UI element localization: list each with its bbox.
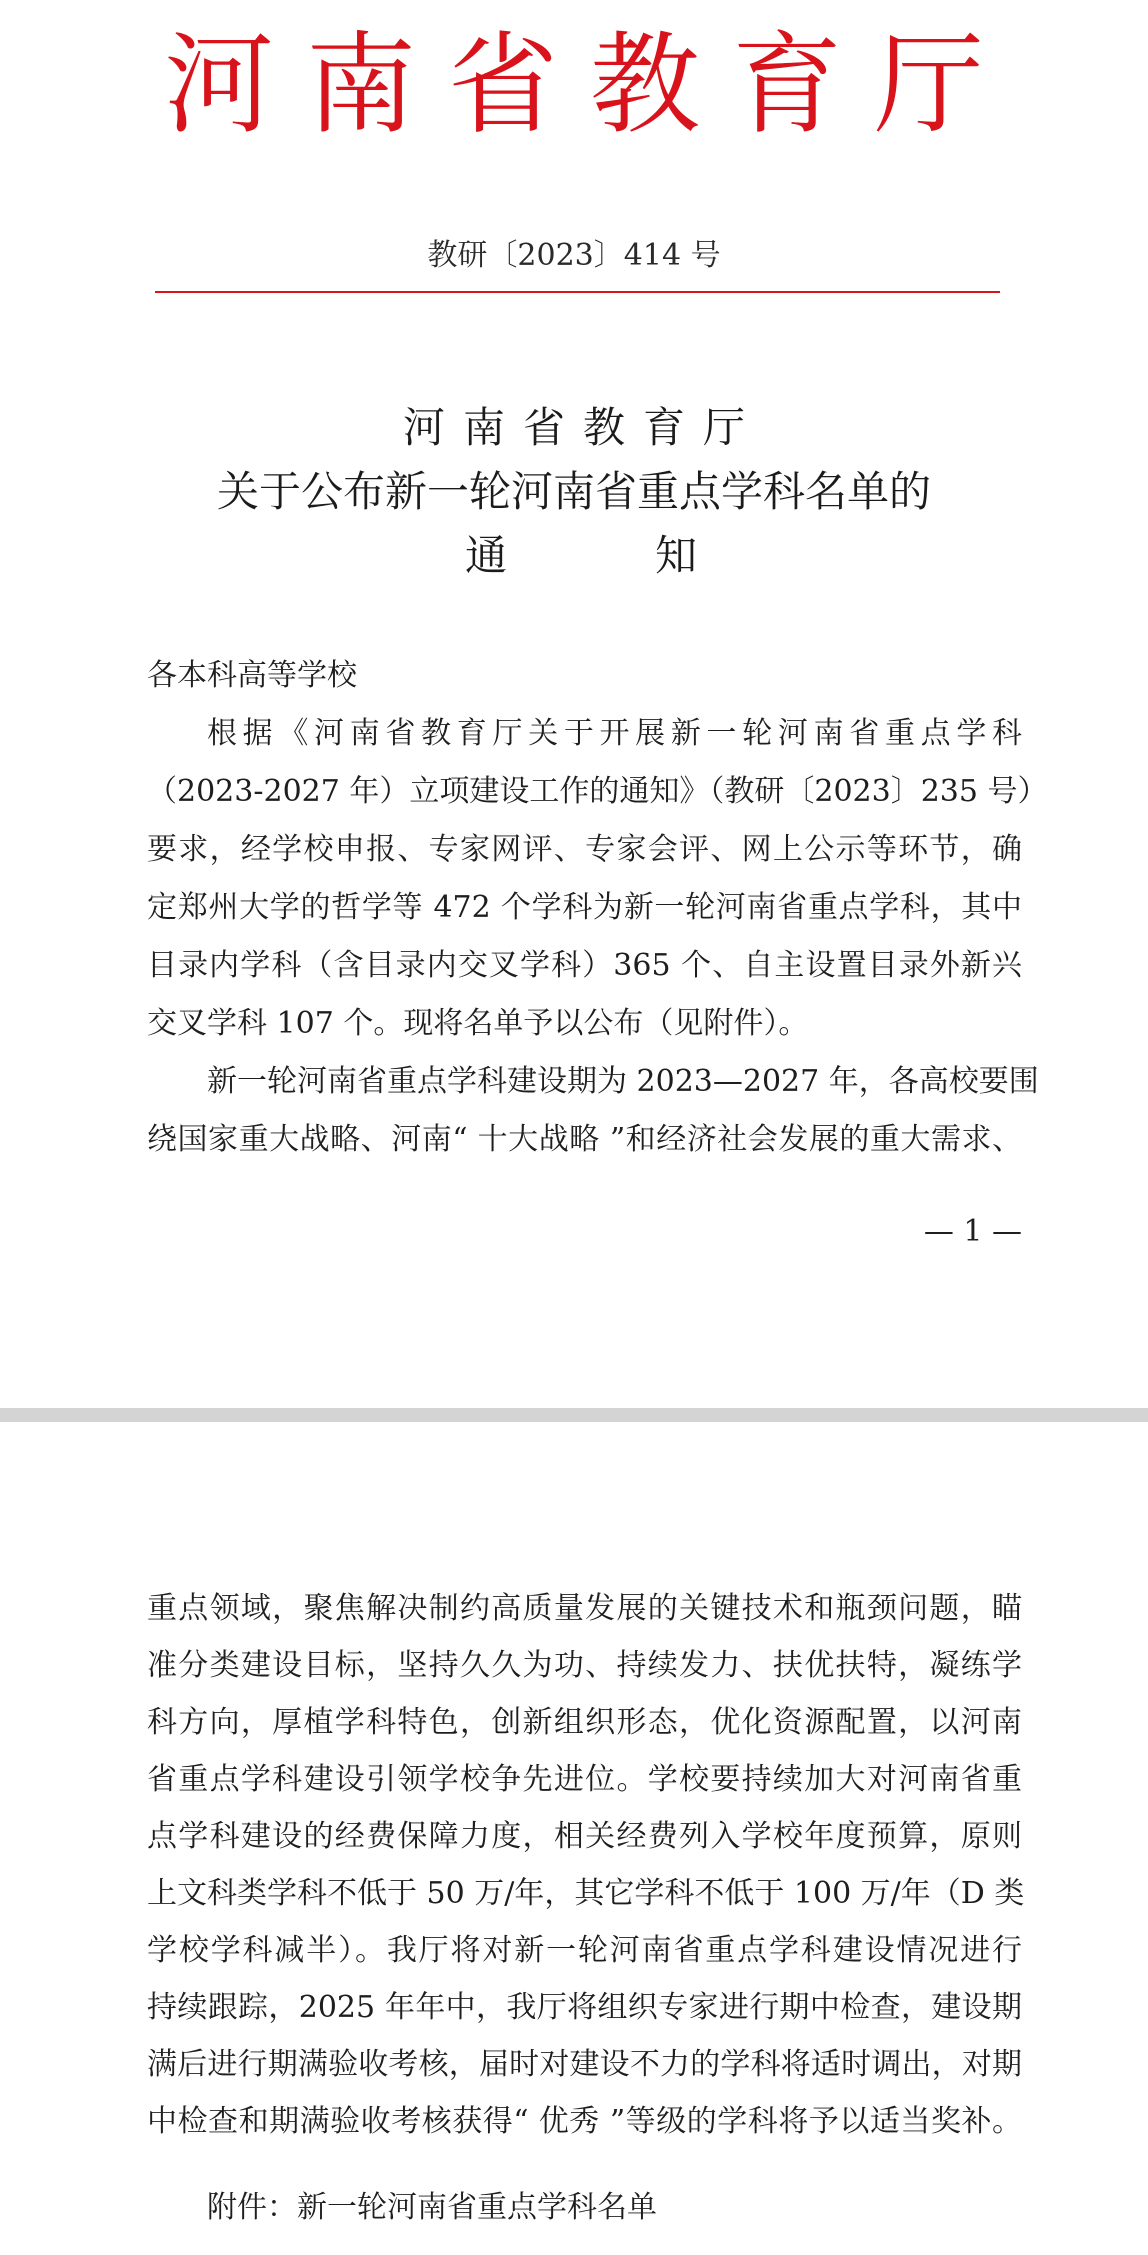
body-line: 上文科类学科不低于 50 万/年，其它学科不低于 100 万/年（D 类 xyxy=(147,1876,1025,1911)
title-notice-char1: 通 xyxy=(465,531,508,580)
addressee: 各本科高等学校 xyxy=(147,658,357,693)
red-divider-line xyxy=(155,291,1000,293)
body-line: 新一轮河南省重点学科建设期为 2023—2027 年，各高校要围 xyxy=(207,1064,1039,1099)
page-separator xyxy=(0,1408,1148,1422)
attachment-note: 附件：新一轮河南省重点学科名单 xyxy=(207,2190,657,2225)
body-line: 点学科建设的经费保障力度，相关经费列入学校年度预算，原则 xyxy=(147,1819,1022,1854)
issuer-header-title: 河南省教育厅 xyxy=(164,21,1016,149)
body-line: 持续跟踪，2025 年年中，我厅将组织专家进行期中检查，建设期 xyxy=(147,1990,1022,2025)
body-line: 定郑州大学的哲学等 472 个学科为新一轮河南省重点学科，其中 xyxy=(147,890,1022,925)
document-number: 教研〔2023〕414 号 xyxy=(427,238,721,273)
body-line: 准分类建设目标，坚持久久为功、持续发力、扶优扶特，凝练学 xyxy=(147,1648,1022,1683)
body-line: 科方向，厚植学科特色，创新组织形态，优化资源配置，以河南 xyxy=(147,1705,1022,1740)
body-line: 学校学科减半）。我厅将对新一轮河南省重点学科建设情况进行 xyxy=(147,1933,1022,1968)
body-line: 绕国家重大战略、河南“ 十大战略 ”和经济社会发展的重大需求、 xyxy=(147,1122,1022,1157)
title-notice-char2: 知 xyxy=(655,531,698,580)
title-subject: 关于公布新一轮河南省重点学科名单的 xyxy=(216,467,931,516)
body-line: 交叉学科 107 个。现将名单予以公布（见附件）。 xyxy=(147,1006,809,1041)
body-line: 根据《河南省教育厅关于开展新一轮河南省重点学科 xyxy=(207,716,1022,751)
body-line: 中检查和期满验收考核获得“ 优秀 ”等级的学科将予以适当奖补。 xyxy=(147,2104,1022,2139)
body-line: 满后进行期满验收考核，届时对建设不力的学科将适时调出，对期 xyxy=(147,2047,1022,2082)
body-line: （2023-2027 年）立项建设工作的通知》（教研〔2023〕235 号） xyxy=(147,774,1048,809)
body-line: 要求，经学校申报、专家网评、专家会评、网上公示等环节，确 xyxy=(147,832,1022,867)
title-issuer: 河南省教育厅 xyxy=(402,403,763,452)
page-number: — 1 — xyxy=(923,1214,1022,1249)
body-line: 重点领域，聚焦解决制约高质量发展的关键技术和瓶颈问题，瞄 xyxy=(147,1591,1022,1626)
body-line: 目录内学科（含目录内交叉学科）365 个、自主设置目录外新兴 xyxy=(147,948,1022,983)
body-line: 省重点学科建设引领学校争先进位。学校要持续加大对河南省重 xyxy=(147,1762,1022,1797)
